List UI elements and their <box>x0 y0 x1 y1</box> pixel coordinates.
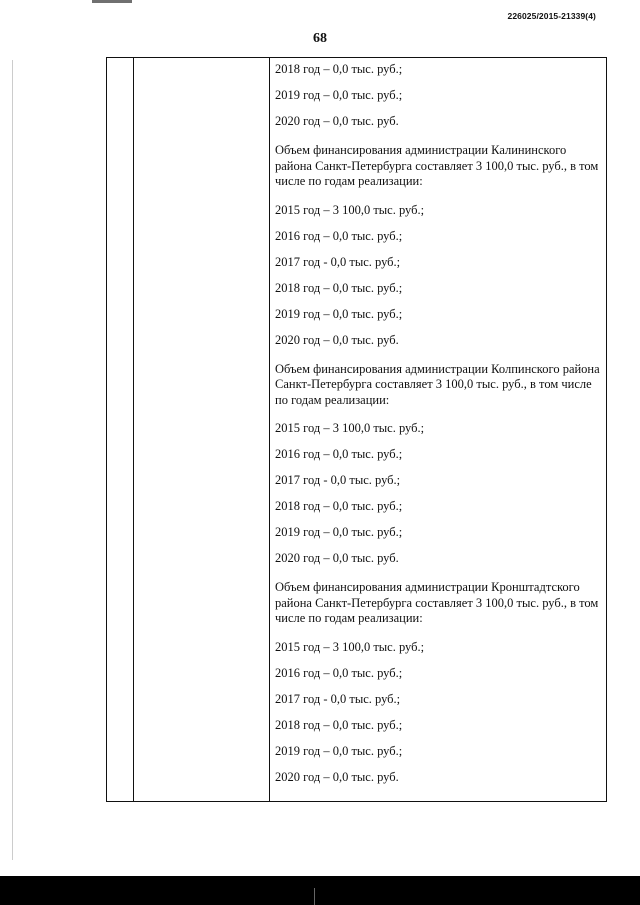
funding-line: 2016 год – 0,0 тыс. руб.; <box>275 228 403 243</box>
funding-line: 2018 год – 0,0 тыс. руб.; <box>275 717 403 732</box>
funding-paragraph: Объем финансирования администрации Кронштадтского района Санкт-Петербурга составляет 3 100,0 тыс. руб., в том числе по годам реализации: <box>275 580 599 625</box>
document-number: 226025/2015-21339(4) <box>507 11 596 21</box>
funding-line: 2019 год – 0,0 тыс. руб.; <box>275 88 403 102</box>
funding-line: 2016 год – 0,0 тыс. руб.; <box>275 447 403 461</box>
funding-line: 2019 год – 0,0 тыс. руб.; <box>275 525 403 539</box>
funding-line: 2019 год – 0,0 тыс. руб.; <box>275 743 403 758</box>
funding-line: 2015 год – 3 100,0 тыс. руб.; <box>275 421 425 435</box>
funding-line: 2020 год – 0,0 тыс. руб. <box>275 769 399 784</box>
table-cell-content <box>275 62 602 796</box>
funding-line: 2020 год – 0,0 тыс. руб. <box>275 332 399 347</box>
funding-line: 2019 год – 0,0 тыс. руб.; <box>275 306 403 321</box>
scan-mark <box>314 888 315 905</box>
column-divider <box>269 58 270 801</box>
funding-line: 2018 год – 0,0 тыс. руб.; <box>275 280 403 295</box>
scan-mark <box>92 0 132 3</box>
page-number: 68 <box>313 31 327 46</box>
funding-line: 2018 год – 0,0 тыс. руб.; <box>275 62 403 76</box>
funding-line: 2015 год – 3 100,0 тыс. руб.; <box>275 639 425 654</box>
column-divider <box>133 58 134 801</box>
scan-bottom-bar <box>0 876 640 905</box>
funding-line: 2017 год - 0,0 тыс. руб.; <box>275 691 401 706</box>
funding-line: 2017 год - 0,0 тыс. руб.; <box>275 254 401 269</box>
funding-paragraph: Объем финансирования администрации Калининского района Санкт-Петербурга составляет 3 100,0 тыс. руб., в том числе по годам реализации: <box>275 143 599 188</box>
funding-line: 2017 год - 0,0 тыс. руб.; <box>275 473 401 487</box>
funding-line: 2015 год – 3 100,0 тыс. руб.; <box>275 202 425 217</box>
funding-table <box>106 57 607 802</box>
funding-paragraph: Объем финансирования администрации Колпинского района Санкт-Петербурга составляет 3 100,0 тыс. руб., в том числе по годам реализации: <box>275 361 600 407</box>
funding-line: 2018 год – 0,0 тыс. руб.; <box>275 499 403 513</box>
funding-line: 2020 год – 0,0 тыс. руб. <box>275 114 399 128</box>
scan-edge <box>12 60 13 860</box>
funding-line: 2020 год – 0,0 тыс. руб. <box>275 551 399 565</box>
funding-line: 2016 год – 0,0 тыс. руб.; <box>275 665 403 680</box>
